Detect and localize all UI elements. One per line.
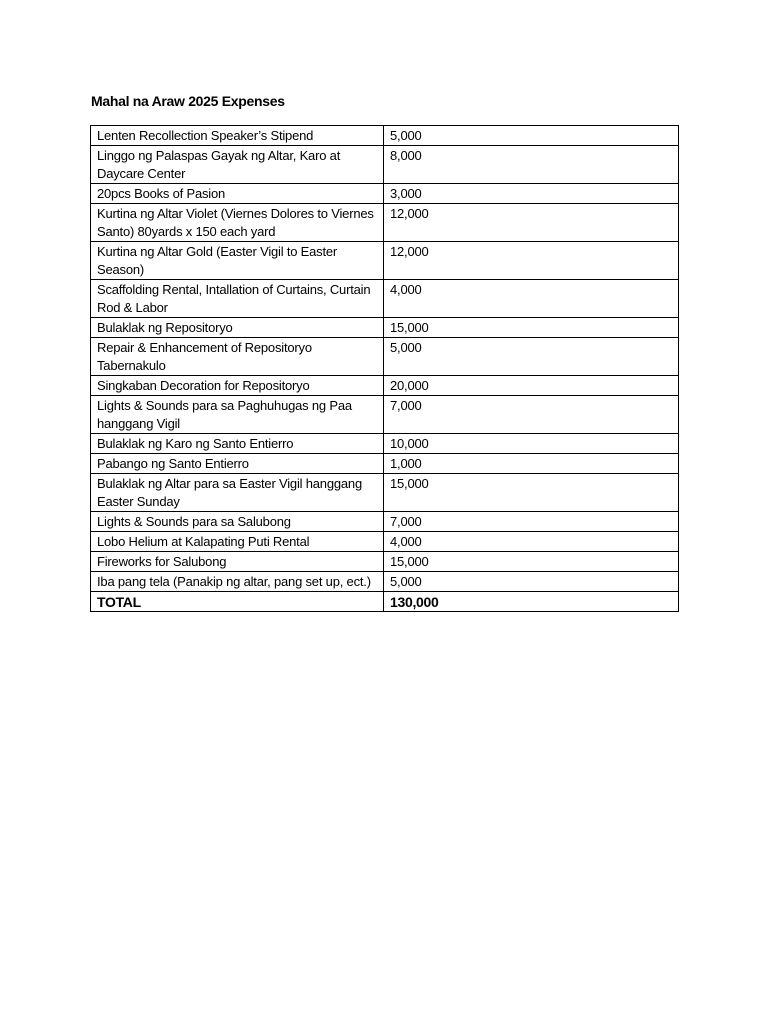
table-row	[91, 434, 679, 454]
expense-amount: 15,000	[384, 474, 679, 512]
expense-amount: 7,000	[384, 512, 679, 532]
total-amount: 130,000	[384, 592, 679, 612]
expense-item: Singkaban Decoration for Repositoryo	[91, 376, 384, 396]
expense-item: Bulaklak ng Altar para sa Easter Vigil hanggang Easter Sunday	[91, 474, 384, 512]
table-row	[91, 454, 679, 474]
table-row	[91, 318, 679, 338]
table-row	[91, 204, 679, 242]
expense-amount: 5,000	[384, 572, 679, 592]
expense-item: Bulaklak ng Repositoryo	[91, 318, 384, 338]
expense-amount: 15,000	[384, 318, 679, 338]
expense-amount: 3,000	[384, 184, 679, 204]
expense-amount: 5,000	[384, 126, 679, 146]
expense-amount: 1,000	[384, 454, 679, 474]
expense-amount: 15,000	[384, 552, 679, 572]
table-row	[91, 396, 679, 434]
table-row	[91, 552, 679, 572]
expense-item: Scaffolding Rental, Intallation of Curtains, Curtain Rod & Labor	[91, 280, 384, 318]
table-row	[91, 242, 679, 280]
expense-amount: 4,000	[384, 532, 679, 552]
expense-amount: 12,000	[384, 204, 679, 242]
table-row	[91, 146, 679, 184]
expense-amount: 7,000	[384, 396, 679, 434]
expense-amount: 20,000	[384, 376, 679, 396]
total-row	[91, 592, 679, 612]
table-row	[91, 572, 679, 592]
expense-amount: 10,000	[384, 434, 679, 454]
expense-item: Repair & Enhancement of Repositoryo Tabernakulo	[91, 338, 384, 376]
expenses-table	[90, 125, 679, 612]
expense-amount: 8,000	[384, 146, 679, 184]
table-row	[91, 280, 679, 318]
document-title: Mahal na Araw 2025 Expenses	[91, 93, 285, 109]
expense-item: Kurtina ng Altar Violet (Viernes Dolores to Viernes Santo) 80yards x 150 each yard	[91, 204, 384, 242]
expense-item: Bulaklak ng Karo ng Santo Entierro	[91, 434, 384, 454]
expense-item: Iba pang tela (Panakip ng altar, pang set up, ect.)	[91, 572, 384, 592]
expense-item: Lights & Sounds para sa Salubong	[91, 512, 384, 532]
table-row	[91, 184, 679, 204]
expense-item: Fireworks for Salubong	[91, 552, 384, 572]
expense-item: Lobo Helium at Kalapating Puti Rental	[91, 532, 384, 552]
expense-amount: 4,000	[384, 280, 679, 318]
expense-item: Lights & Sounds para sa Paghuhugas ng Paa hanggang Vigil	[91, 396, 384, 434]
table-row	[91, 474, 679, 512]
table-row	[91, 126, 679, 146]
table-row	[91, 512, 679, 532]
expense-item: Kurtina ng Altar Gold (Easter Vigil to Easter Season)	[91, 242, 384, 280]
expense-item: Pabango ng Santo Entierro	[91, 454, 384, 474]
total-label: TOTAL	[91, 592, 384, 612]
expense-item: 20pcs Books of Pasion	[91, 184, 384, 204]
expense-amount: 5,000	[384, 338, 679, 376]
expense-item: Linggo ng Palaspas Gayak ng Altar, Karo at Daycare Center	[91, 146, 384, 184]
table-row	[91, 532, 679, 552]
expense-item: Lenten Recollection Speaker’s Stipend	[91, 126, 384, 146]
expense-amount: 12,000	[384, 242, 679, 280]
table-row	[91, 338, 679, 376]
table-row	[91, 376, 679, 396]
